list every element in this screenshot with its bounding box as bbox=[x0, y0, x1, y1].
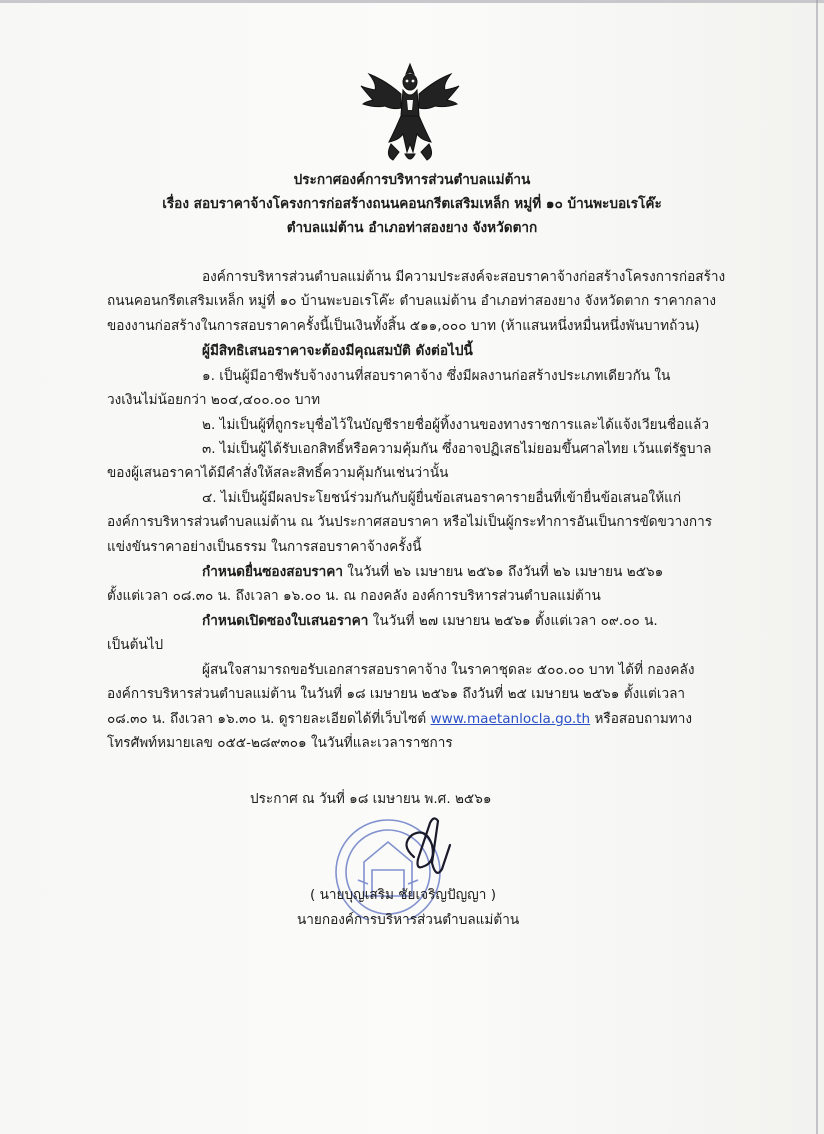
opening-date: ในวันที่ ๒๗ เมษายน ๒๕๖๑ ตั้งแต่เวลา ๐๙.๐๐ น. bbox=[368, 613, 658, 629]
submission-dates: ในวันที่ ๒๖ เมษายน ๒๕๖๑ ถึงวันที่ ๒๖ เมษายน ๒๕๖๑ bbox=[342, 564, 664, 580]
qualification-1-line-1: ๑. เป็นผู้มีอาชีพรับจ้างงานที่สอบราคาจ้าง ซึ่งมีผลงานก่อสร้างประเภทเดียวกัน ใน bbox=[202, 368, 671, 384]
contact-line-3 bbox=[107, 710, 692, 728]
signatory-name: ( นายบุญเสริม ชัยเจริญปัญญา ) bbox=[310, 887, 496, 903]
contact-line-4: โทรศัพท์หมายเลข ๐๕๕-๒๘๙๓๐๑ ในวันที่และเวลาราชการ bbox=[107, 735, 453, 751]
qualifications-heading: ผู้มีสิทธิเสนอราคาจะต้องมีคุณสมบัติ ดังต่อไปนี้ bbox=[202, 343, 473, 359]
opening-label: กำหนดเปิดซองใบเสนอราคา bbox=[202, 613, 369, 629]
intro-line-1: องค์การบริหารส่วนตำบลแม่ต้าน มีความประสงค์จะสอบราคาจ้างก่อสร้างโครงการก่อสร้าง bbox=[202, 269, 726, 285]
website-link[interactable]: www.maetanlocla.go.th bbox=[430, 711, 591, 727]
subject-line: เรื่อง สอบราคาจ้างโครงการก่อสร้างถนนคอนกรีตเสริมเหล็ก หมู่ที่ ๑๐ บ้านพะบอเรโค๊ะ bbox=[162, 196, 662, 212]
signatory-position: นายกองค์การบริหารส่วนตำบลแม่ต้าน bbox=[297, 912, 520, 928]
qualification-4-line-1: ๔. ไม่เป็นผู้มีผลประโยชน์ร่วมกันกับผู้ยื่นข้อเสนอราคารายอื่นที่เข้ายื่นข้อเสนอให้แก่ bbox=[202, 490, 682, 506]
scan-top-edge bbox=[0, 0, 824, 3]
contact-line-1: ผู้สนใจสามารถขอรับเอกสารสอบราคาจ้าง ในราคาชุดละ ๕๐๐.๐๐ บาท ได้ที่ กองคลัง bbox=[202, 662, 695, 678]
qualification-1-line-2: วงเงินไม่น้อยกว่า ๒๐๔,๔๐๐.๐๐ บาท bbox=[107, 392, 321, 408]
qualification-4-line-3: แข่งขันราคาอย่างเป็นธรรม ในการสอบราคาจ้างครั้งนี้ bbox=[107, 539, 422, 555]
qualification-4-line-2: องค์การบริหารส่วนตำบลแม่ต้าน ณ วันประกาศสอบราคา หรือไม่เป็นผู้กระทำการอันเป็นการขัดขวางการ bbox=[107, 514, 713, 530]
location-line: ตำบลแม่ต้าน อำเภอท่าสองยาง จังหวัดตาก bbox=[286, 220, 538, 236]
contact-line-3-prefix: ๐๘.๓๐ น. ถึงเวลา ๑๖.๓๐ น. ดูรายละเอียดได้ที่เว็บไซต์ bbox=[107, 711, 431, 727]
announcement-date: ประกาศ ณ วันที่ ๑๘ เมษายน พ.ศ. ๒๕๖๑ bbox=[250, 791, 492, 807]
contact-line-3-suffix: หรือสอบถามทาง bbox=[590, 711, 693, 727]
submission-label: กำหนดยื่นซองสอบราคา bbox=[202, 564, 343, 580]
opening-onward: เป็นต้นไป bbox=[107, 637, 164, 653]
opening-schedule bbox=[202, 612, 658, 630]
intro-line-2: ถนนคอนกรีตเสริมเหล็ก หมู่ที่ ๑๐ บ้านพะบอเรโค๊ะ ตำบลแม่ต้าน อำเภอท่าสองยาง จังหวัดตาก ราคากลาง bbox=[107, 293, 717, 309]
submission-time: ตั้งแต่เวลา ๐๘.๓๐ น. ถึงเวลา ๑๖.๐๐ น. ณ กองคลัง องค์การบริหารส่วนตำบลแม่ต้าน bbox=[107, 588, 601, 604]
qualification-2: ๒. ไม่เป็นผู้ที่ถูกระบุชื่อไว้ในบัญชีรายชื่อผู้ทิ้งงานของทางราชการและได้แจ้งเวียนชื่อแล้ว bbox=[202, 417, 709, 433]
announcement-title: ประกาศองค์การบริหารส่วนตำบลแม่ต้าน bbox=[293, 172, 531, 188]
contact-line-2: องค์การบริหารส่วนตำบลแม่ต้าน ในวันที่ ๑๘ เมษายน ๒๕๖๑ ถึงวันที่ ๒๕ เมษายน ๒๕๖๑ ตั้งแต่เวลา bbox=[107, 686, 686, 702]
intro-line-3: ของงานก่อสร้างในการสอบราคาครั้งนี้เป็นเงินทั้งสิ้น ๕๑๑,๐๐๐ บาท (ห้าแสนหนึ่งหมื่นหนึ่งพันบาทถ้วน) bbox=[107, 318, 700, 334]
signature-icon bbox=[392, 805, 462, 885]
garuda-emblem-icon bbox=[355, 60, 465, 165]
qualification-3-line-1: ๓. ไม่เป็นผู้ได้รับเอกสิทธิ์หรือความคุ้มกัน ซึ่งอาจปฏิเสธไม่ยอมขึ้นศาลไทย เว้นแต่รัฐบาล bbox=[202, 441, 712, 457]
qualification-3-line-2: ของผู้เสนอราคาได้มีคำสั่งให้สละสิทธิ์ความคุ้มกันเช่นว่านั้น bbox=[107, 465, 449, 481]
submission-schedule bbox=[202, 563, 663, 581]
